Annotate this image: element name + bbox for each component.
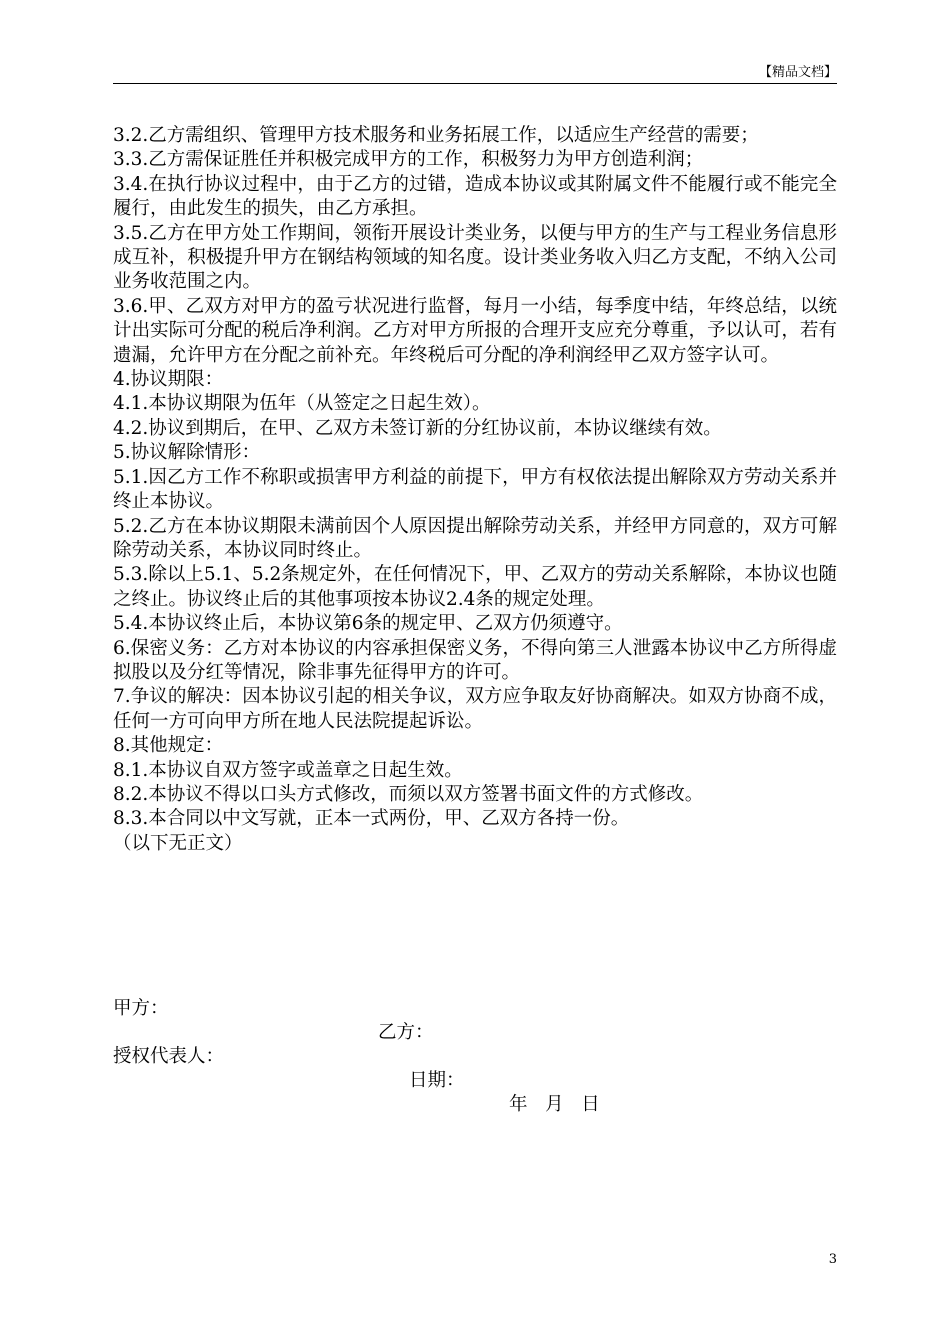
clause-8-2: 8.2.本协议不得以口头方式修改，而须以双方签署书面文件的方式修改。	[113, 783, 704, 805]
clause-4-1: 4.1.本协议期限为伍年（从签定之日起生效）。	[113, 393, 491, 415]
date-label: 日期：	[409, 1070, 465, 1091]
date-blank: 年 月 日	[509, 1094, 600, 1115]
clause-5-4: 5.4.本协议终止后，本协议第6条的规定甲、乙双方仍须遵守。	[113, 613, 623, 635]
clause-5-2: 5.2.乙方在本协议期限未满前因个人原因提出解除劳动关系，并经甲方同意的，双方可解除劳动关系，本协议同时终止。	[113, 515, 837, 561]
party-a-label: 甲方：	[113, 998, 169, 1019]
page-header-tag: 【精品文档】	[758, 65, 837, 80]
clause-3-2: 3.2.乙方需组织、管理甲方技术服务和业务拓展工作，以适应生产经营的需要；	[113, 125, 759, 146]
clause-3-5: 3.5.乙方在甲方处工作期间，领衔开展设计类业务，以便与甲方的生产与工程业务信息形成互补，积极提升甲方在钢结构领域的知名度。设计类业务收入归乙方支配，不纳入公司业务收范围之内。	[113, 222, 837, 293]
section-4-heading: 4.协议期限：	[113, 369, 224, 391]
clause-6-confidentiality: 6.保密义务：乙方对本协议的内容承担保密义务，不得向第三人泄露本协议中乙方所得虚拟股以及分红等情况，除非事先征得甲方的许可。	[113, 637, 837, 683]
header-rule	[113, 83, 837, 84]
no-further-text: （以下无正文）	[113, 832, 243, 854]
clause-4-2: 4.2.协议到期后，在甲、乙双方未签订新的分红协议前，本协议继续有效。	[113, 417, 722, 439]
clause-3-3: 3.3.乙方需保证胜任并积极完成甲方的工作，积极努力为甲方创造利润；	[113, 149, 704, 171]
representative-label: 授权代表人：	[113, 1046, 225, 1067]
clause-8-1: 8.1.本协议自双方签字或盖章之日起生效。	[113, 759, 463, 781]
clause-5-1: 5.1.因乙方工作不称职或损害甲方利益的前提下，甲方有权依法提出解除双方劳动关系并终止本协议。	[113, 466, 837, 513]
clause-3-4: 3.4.在执行协议过程中，由于乙方的过错，造成本协议或其附属文件不能履行或不能完全履行，由此发生的损失，由乙方承担。	[113, 173, 837, 220]
clause-5-3: 5.3.除以上5.1、5.2条规定外，在任何情况下，甲、乙双方的劳动关系解除，本协议也随之终止。协议终止后的其他事项按本协议2.4条的规定处理。	[113, 564, 837, 610]
clause-3-6: 3.6.甲、乙双方对甲方的盈亏状况进行监督，每月一小结，每季度中结，年终总结，以统计出实际可分配的税后净利润。乙方对甲方所报的合理开支应充分尊重，予以认可，若有遗漏，允许甲方在分配之前补充。年终税后可分配的净利润经甲乙双方签字认可。	[113, 295, 837, 366]
section-5-heading: 5.协议解除情形：	[113, 442, 261, 464]
page-number: 3	[828, 1252, 837, 1267]
clause-7-dispute: 7.争议的解决：因本协议引起的相关争议，双方应争取友好协商解决。如双方协商不成，任何一方可向甲方所在地人民法院提起诉讼。	[113, 686, 837, 732]
document-body	[113, 124, 837, 856]
party-b-label: 乙方：	[378, 1022, 434, 1043]
section-8-heading: 8.其他规定：	[113, 735, 224, 757]
clause-8-3: 8.3.本合同以中文写就，正本一式两份，甲、乙双方各持一份。	[113, 808, 630, 830]
